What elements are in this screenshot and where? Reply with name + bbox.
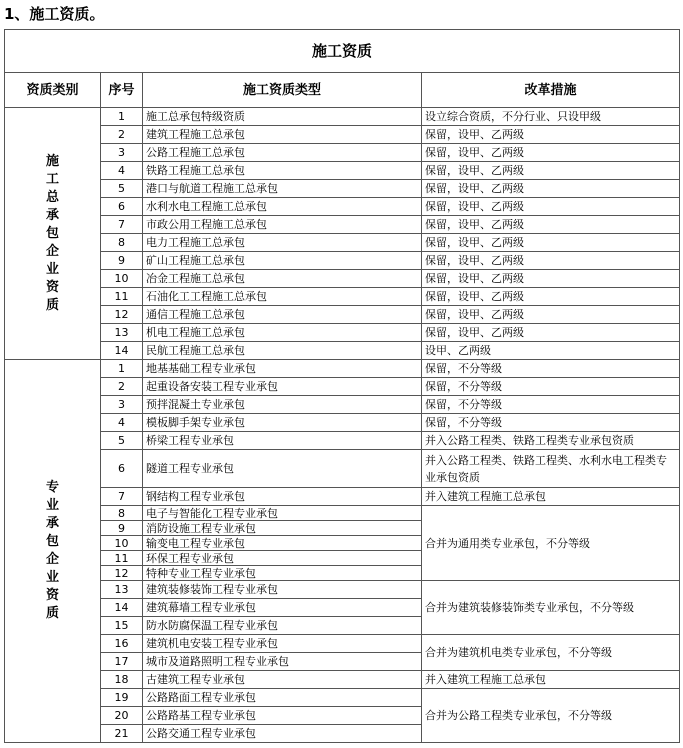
row-number: 2: [101, 126, 143, 144]
table-row: [5, 306, 680, 324]
table-row: [5, 234, 680, 252]
qualification-type: 特种专业工程专业承包: [143, 566, 422, 581]
reform-measure: 保留，设甲、乙两级: [422, 126, 680, 144]
qualification-type: 防水防腐保温工程专业承包: [143, 617, 422, 635]
qualification-table: [4, 29, 680, 743]
table-row: [5, 198, 680, 216]
row-number: 7: [101, 488, 143, 506]
qualification-type: 建筑机电安装工程专业承包: [143, 635, 422, 653]
row-number: 10: [101, 270, 143, 288]
qualification-type: 预拌混凝土专业承包: [143, 396, 422, 414]
qualification-type: 铁路工程施工总承包: [143, 162, 422, 180]
table-row: [5, 506, 680, 521]
qualification-type: 通信工程施工总承包: [143, 306, 422, 324]
row-number: 11: [101, 551, 143, 566]
qualification-type: 建筑幕墙工程专业承包: [143, 599, 422, 617]
header-type: 施工资质类型: [143, 73, 422, 108]
table-row: [5, 360, 680, 378]
row-number: 9: [101, 521, 143, 536]
qualification-type: 民航工程施工总承包: [143, 342, 422, 360]
table-row: [5, 252, 680, 270]
table-row: [5, 270, 680, 288]
qualification-type: 隧道工程专业承包: [143, 450, 422, 488]
reform-measure: 并入建筑工程施工总承包: [422, 671, 680, 689]
category-label: 专业承包企业资质: [45, 480, 59, 621]
reform-measure: 保留，不分等级: [422, 414, 680, 432]
reform-measure: 设立综合资质，不分行业、只设甲级: [422, 108, 680, 126]
qualification-type: 桥梁工程专业承包: [143, 432, 422, 450]
qualification-type: 电子与智能化工程专业承包: [143, 506, 422, 521]
row-number: 13: [101, 581, 143, 599]
reform-measure: 保留，设甲、乙两级: [422, 306, 680, 324]
table-row: [5, 581, 680, 599]
row-number: 7: [101, 216, 143, 234]
qualification-type: 钢结构工程专业承包: [143, 488, 422, 506]
category-label: 施工总承包企业资质: [45, 153, 59, 313]
row-number: 3: [101, 396, 143, 414]
reform-measure: 保留，设甲、乙两级: [422, 324, 680, 342]
qualification-type: 电力工程施工总承包: [143, 234, 422, 252]
category-cell-specialty-contracting: [5, 360, 101, 743]
category-cell-general-contracting: [5, 108, 101, 360]
qualification-type: 公路路基工程专业承包: [143, 707, 422, 725]
qualification-type: 市政公用工程施工总承包: [143, 216, 422, 234]
row-number: 4: [101, 162, 143, 180]
row-number: 10: [101, 536, 143, 551]
table-row: [5, 396, 680, 414]
qualification-type: 消防设施工程专业承包: [143, 521, 422, 536]
row-number: 18: [101, 671, 143, 689]
qualification-type: 施工总承包特级资质: [143, 108, 422, 126]
reform-measure: 设甲、乙两级: [422, 342, 680, 360]
qualification-type: 冶金工程施工总承包: [143, 270, 422, 288]
qualification-type: 地基基础工程专业承包: [143, 360, 422, 378]
row-number: 21: [101, 725, 143, 743]
reform-measure: 保留，设甲、乙两级: [422, 162, 680, 180]
table-header-row: [5, 73, 680, 108]
header-category: 资质类别: [5, 73, 101, 108]
qualification-type: 输变电工程专业承包: [143, 536, 422, 551]
reform-measure: 保留，不分等级: [422, 360, 680, 378]
table-row: [5, 671, 680, 689]
reform-measure: 保留，设甲、乙两级: [422, 144, 680, 162]
row-number: 8: [101, 234, 143, 252]
row-number: 4: [101, 414, 143, 432]
table-row: [5, 108, 680, 126]
row-number: 6: [101, 198, 143, 216]
row-number: 15: [101, 617, 143, 635]
table-row: [5, 414, 680, 432]
qualification-type: 建筑装修装饰工程专业承包: [143, 581, 422, 599]
reform-measure: 保留，不分等级: [422, 378, 680, 396]
qualification-type: 港口与航道工程施工总承包: [143, 180, 422, 198]
qualification-type: 公路路面工程专业承包: [143, 689, 422, 707]
row-number: 12: [101, 566, 143, 581]
reform-measure: 保留，设甲、乙两级: [422, 180, 680, 198]
table-row: [5, 288, 680, 306]
row-number: 14: [101, 342, 143, 360]
reform-measure: 保留，设甲、乙两级: [422, 234, 680, 252]
qualification-type: 模板脚手架专业承包: [143, 414, 422, 432]
qualification-type: 矿山工程施工总承包: [143, 252, 422, 270]
reform-measure: 合并为通用类专业承包，不分等级: [422, 506, 680, 581]
qualification-type: 起重设备安装工程专业承包: [143, 378, 422, 396]
table-row: [5, 635, 680, 653]
table-row: [5, 144, 680, 162]
reform-measure: 并入公路工程类、铁路工程类、水利水电工程类专业承包资质: [422, 450, 680, 488]
qualification-type: 建筑工程施工总承包: [143, 126, 422, 144]
table-row: [5, 216, 680, 234]
table-row: [5, 180, 680, 198]
row-number: 8: [101, 506, 143, 521]
table-row: [5, 689, 680, 707]
row-number: 1: [101, 108, 143, 126]
qualification-type: 石油化工工程施工总承包: [143, 288, 422, 306]
row-number: 1: [101, 360, 143, 378]
table-title-row: [5, 30, 680, 73]
reform-measure: 保留，设甲、乙两级: [422, 252, 680, 270]
table-row: [5, 378, 680, 396]
table-row: [5, 162, 680, 180]
row-number: 9: [101, 252, 143, 270]
reform-measure: 保留，设甲、乙两级: [422, 198, 680, 216]
row-number: 5: [101, 432, 143, 450]
qualification-type: 城市及道路照明工程专业承包: [143, 653, 422, 671]
table-title: 施工资质: [5, 30, 680, 73]
table-row: [5, 126, 680, 144]
row-number: 19: [101, 689, 143, 707]
qualification-type: 公路交通工程专业承包: [143, 725, 422, 743]
row-number: 6: [101, 450, 143, 488]
reform-measure: 并入公路工程类、铁路工程类专业承包资质: [422, 432, 680, 450]
row-number: 3: [101, 144, 143, 162]
reform-measure: 合并为建筑装修装饰类专业承包，不分等级: [422, 581, 680, 635]
row-number: 14: [101, 599, 143, 617]
reform-measure: 保留，设甲、乙两级: [422, 216, 680, 234]
table-row: [5, 324, 680, 342]
qualification-type: 公路工程施工总承包: [143, 144, 422, 162]
reform-measure: 保留，设甲、乙两级: [422, 270, 680, 288]
row-number: 13: [101, 324, 143, 342]
row-number: 12: [101, 306, 143, 324]
table-row: [5, 488, 680, 506]
qualification-type: 古建筑工程专业承包: [143, 671, 422, 689]
row-number: 11: [101, 288, 143, 306]
row-number: 5: [101, 180, 143, 198]
row-number: 20: [101, 707, 143, 725]
header-measure: 改革措施: [422, 73, 680, 108]
reform-measure: 合并为公路工程类专业承包，不分等级: [422, 689, 680, 743]
qualification-type: 机电工程施工总承包: [143, 324, 422, 342]
row-number: 16: [101, 635, 143, 653]
row-number: 2: [101, 378, 143, 396]
reform-measure: 保留，设甲、乙两级: [422, 288, 680, 306]
reform-measure: 保留，不分等级: [422, 396, 680, 414]
qualification-type: 水利水电工程施工总承包: [143, 198, 422, 216]
header-no: 序号: [101, 73, 143, 108]
row-number: 17: [101, 653, 143, 671]
table-row: [5, 342, 680, 360]
qualification-type: 环保工程专业承包: [143, 551, 422, 566]
reform-measure: 并入建筑工程施工总承包: [422, 488, 680, 506]
reform-measure: 合并为建筑机电类专业承包，不分等级: [422, 635, 680, 671]
table-row: [5, 432, 680, 450]
table-row: [5, 450, 680, 488]
section-heading: 1、施工资质。: [4, 5, 105, 23]
